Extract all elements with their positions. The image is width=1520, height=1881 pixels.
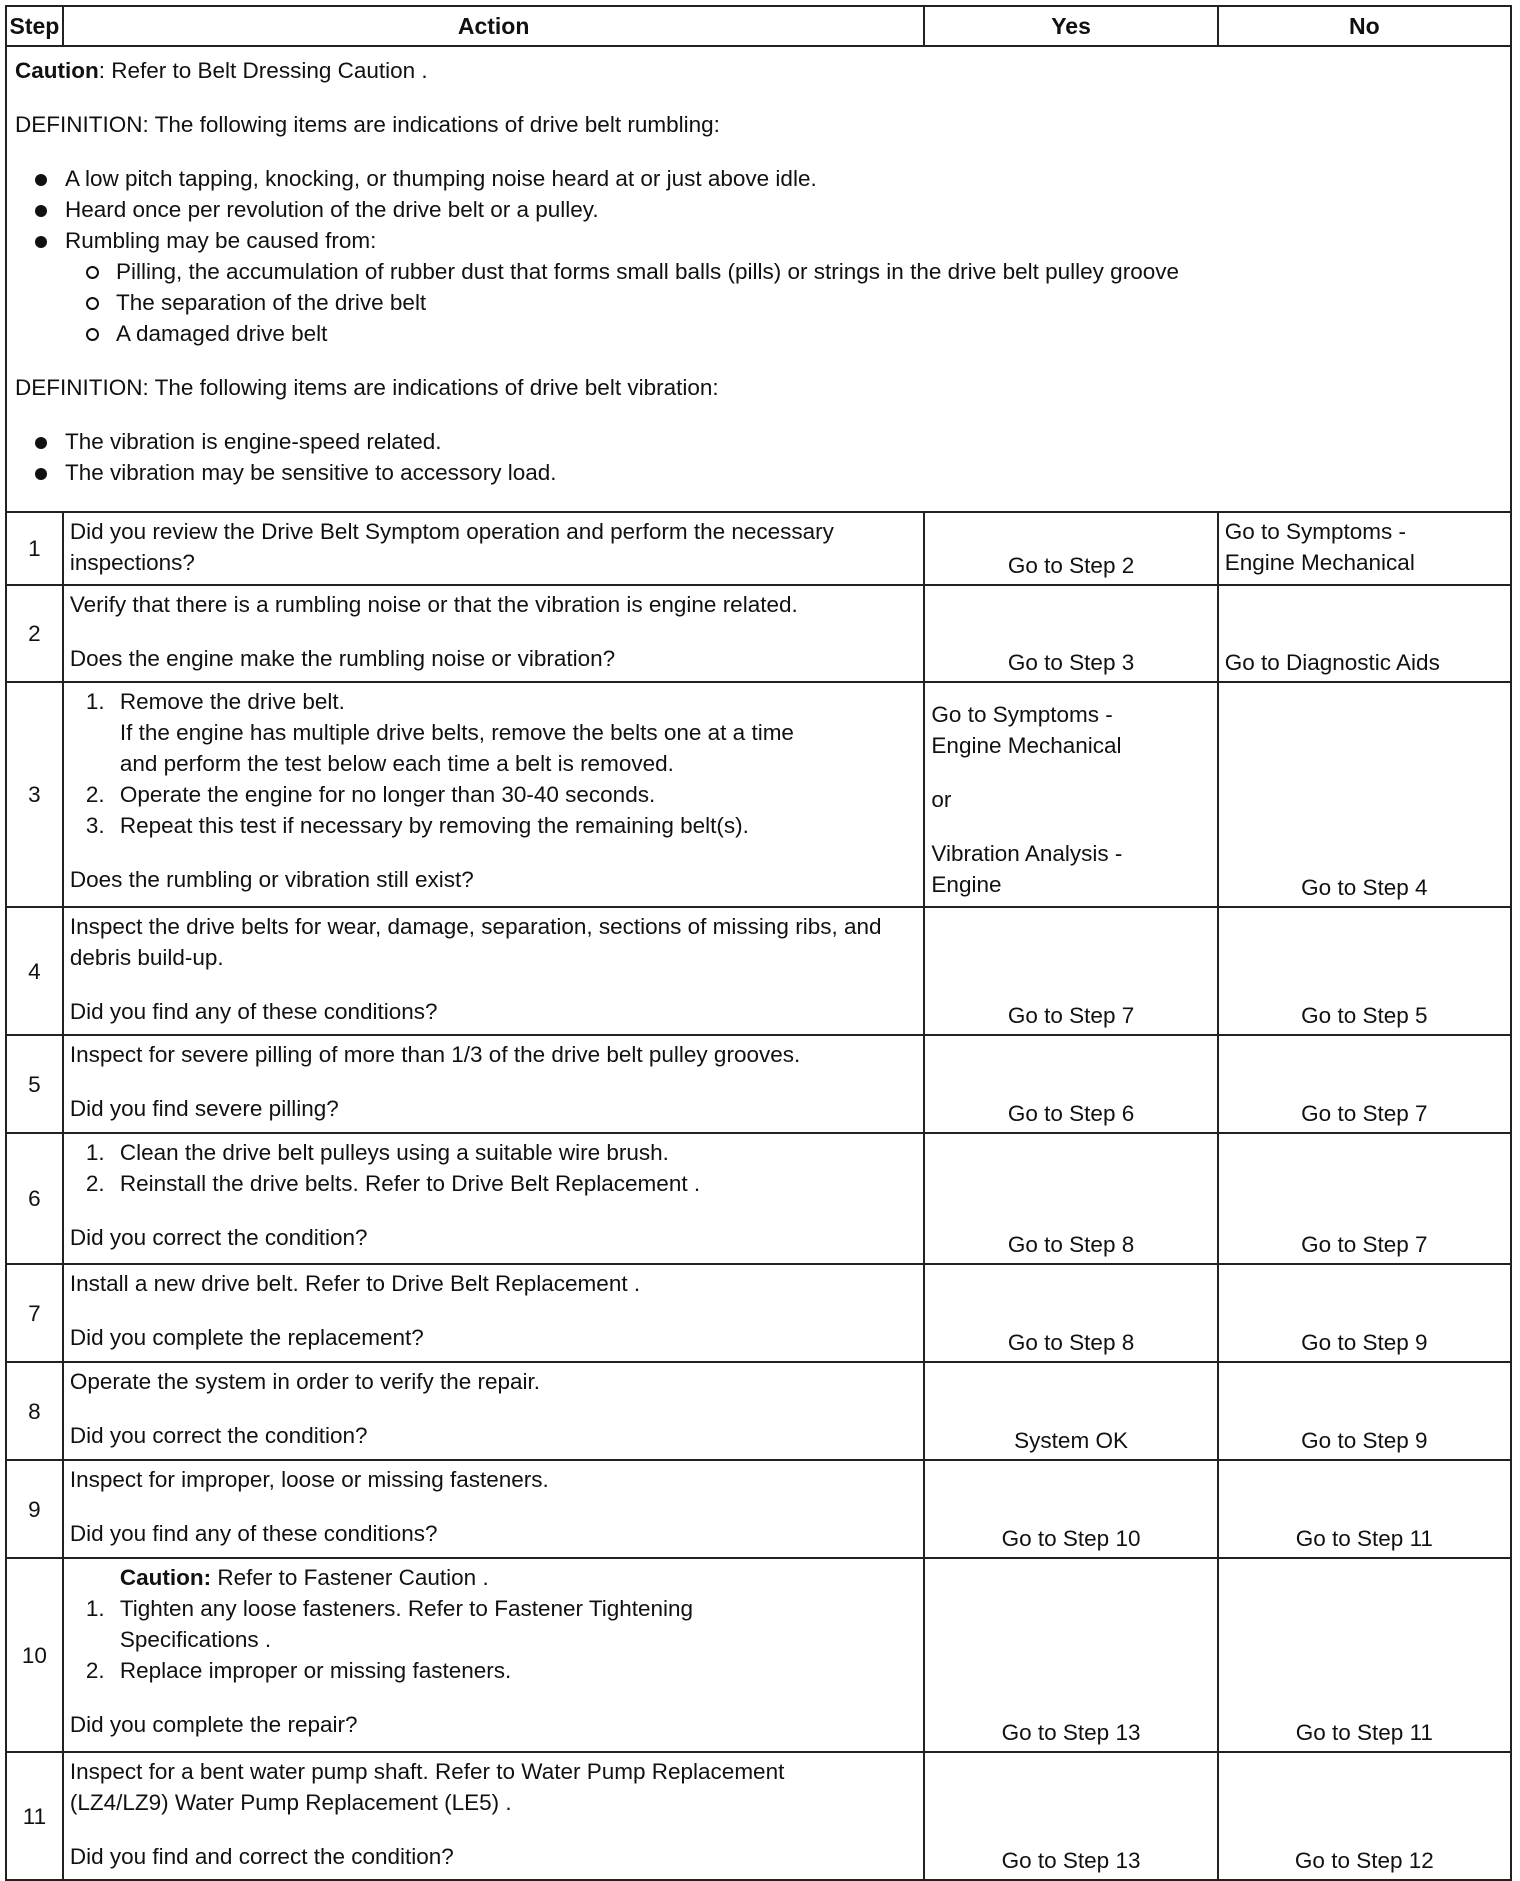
list-item: The separation of the drive belt — [15, 287, 1502, 318]
step-action — [63, 1362, 925, 1460]
intro-cell — [6, 46, 1511, 512]
header-step: Step — [6, 6, 63, 46]
step-action — [63, 1035, 925, 1133]
step-number: 6 — [6, 1133, 63, 1264]
step-list — [70, 686, 918, 841]
table-row — [6, 512, 1511, 585]
step-list — [70, 1137, 918, 1199]
list-item: 2. Replace improper or missing fasteners. — [85, 1658, 512, 1683]
step-number: 9 — [6, 1460, 63, 1558]
list-item: Rumbling may be caused from: — [15, 225, 1502, 256]
step-yes-or: or — [931, 787, 952, 812]
step-question: Did you correct the condition? — [69, 1225, 368, 1250]
definition-rumbling: DEFINITION: The following items are indications of drive belt rumbling: — [15, 112, 720, 137]
table-row — [6, 1558, 1511, 1752]
step-caution — [70, 1562, 918, 1593]
step-action — [63, 1558, 925, 1752]
step-yes-line: Vibration Analysis - — [931, 841, 1123, 866]
step-action — [63, 1460, 925, 1558]
step-no: Go to Step 9 — [1218, 1362, 1511, 1460]
step-number: 2 — [6, 585, 63, 682]
list-item: The vibration is engine-speed related. — [15, 426, 1502, 457]
step-no: Go to Step 5 — [1218, 907, 1511, 1035]
step-yes: System OK — [924, 1362, 1217, 1460]
list-item: The vibration may be sensitive to accessory load. — [15, 457, 1502, 488]
step-number: 3 — [6, 682, 63, 907]
step-text: Inspect for severe pilling of more than 1/3 of the drive belt pulley grooves. — [69, 1042, 801, 1067]
step-number: 4 — [6, 907, 63, 1035]
list-item: 2. Reinstall the drive belts. Refer to Drive Belt Replacement . — [85, 1171, 701, 1196]
step-yes: Go to Step 2 — [924, 512, 1217, 585]
step-number: 5 — [6, 1035, 63, 1133]
step-yes: Go to Step 8 — [924, 1133, 1217, 1264]
step-number: 7 — [6, 1264, 63, 1362]
step-action — [63, 585, 925, 682]
table-row — [6, 1133, 1511, 1264]
header-action: Action — [63, 6, 925, 46]
step-number: 8 — [6, 1362, 63, 1460]
step-no: Go to Step 11 — [1218, 1558, 1511, 1752]
step-text: (LZ4/LZ9) Water Pump Replacement (LE5) . — [69, 1790, 512, 1815]
step-yes-line: Go to Symptoms - — [931, 702, 1113, 727]
step-yes: Go to Step 7 — [924, 907, 1217, 1035]
step-yes: Go to Step 3 — [924, 585, 1217, 682]
table-row — [6, 1035, 1511, 1133]
step-number: 1 — [6, 512, 63, 585]
table-row — [6, 585, 1511, 682]
step-action: Did you review the Drive Belt Symptom operation and perform the necessary inspections? — [63, 512, 925, 585]
caution-label: Caution — [15, 58, 99, 83]
header-no: No — [1218, 6, 1511, 46]
step-no: Go to Step 11 — [1218, 1460, 1511, 1558]
table-header-row — [6, 6, 1511, 46]
step-no: Go to Step 12 — [1218, 1752, 1511, 1880]
table-row — [6, 1362, 1511, 1460]
step-question: Does the engine make the rumbling noise or vibration? — [69, 646, 616, 671]
diagnostic-table — [5, 5, 1512, 1881]
list-item: Heard once per revolution of the drive belt or a pulley. — [15, 194, 1502, 225]
step-question: Did you complete the replacement? — [69, 1325, 424, 1350]
step-question: Does the rumbling or vibration still exist? — [69, 867, 474, 892]
step-question: Did you find severe pilling? — [69, 1096, 339, 1121]
step-question: Did you complete the repair? — [69, 1712, 358, 1737]
table-row — [6, 1264, 1511, 1362]
caution-text: : Refer to Belt Dressing Caution . — [98, 58, 428, 83]
step-no — [1218, 512, 1511, 585]
table-row — [6, 682, 1511, 907]
list-item: A low pitch tapping, knocking, or thumping noise heard at or just above idle. — [15, 163, 1502, 194]
step-text: Inspect for improper, loose or missing fasteners. — [69, 1467, 549, 1492]
step-no-line: Engine Mechanical — [1224, 550, 1415, 575]
header-yes: Yes — [924, 6, 1217, 46]
step-yes-line: Engine — [931, 872, 1002, 897]
step-yes: Go to Step 13 — [924, 1558, 1217, 1752]
list-item: Pilling, the accumulation of rubber dust that forms small balls (pills) or strings in the drive belt pulley groove — [15, 256, 1502, 287]
list-item: 2. Operate the engine for no longer than 30-40 seconds. — [85, 782, 656, 807]
step-no: Go to Diagnostic Aids — [1218, 585, 1511, 682]
step-action — [63, 682, 925, 907]
step-no-line: Go to Symptoms - — [1224, 519, 1406, 544]
step-text: Operate the system in order to verify the repair. — [69, 1369, 541, 1394]
step-list — [70, 1593, 918, 1686]
step-number: 11 — [6, 1752, 63, 1880]
step-action — [63, 1264, 925, 1362]
step-question: Did you find any of these conditions? — [69, 1521, 438, 1546]
caution-line — [15, 55, 1502, 86]
step-yes — [924, 682, 1217, 907]
step-action — [63, 907, 925, 1035]
step-number: 10 — [6, 1558, 63, 1752]
vibration-list — [15, 426, 1502, 488]
table-row — [6, 1752, 1511, 1880]
table-row — [6, 907, 1511, 1035]
step-no: Go to Step 9 — [1218, 1264, 1511, 1362]
step-yes-line: Engine Mechanical — [931, 733, 1122, 758]
step-question: Did you correct the condition? — [69, 1423, 368, 1448]
step-no: Go to Step 4 — [1218, 682, 1511, 907]
step-no: Go to Step 7 — [1218, 1035, 1511, 1133]
intro-row — [6, 46, 1511, 512]
step-yes: Go to Step 13 — [924, 1752, 1217, 1880]
list-item: 3. Repeat this test if necessary by removing the remaining belt(s). — [85, 813, 749, 838]
step-caution-text: Refer to Fastener Caution . — [211, 1565, 489, 1590]
step-yes: Go to Step 8 — [924, 1264, 1217, 1362]
step-yes: Go to Step 10 — [924, 1460, 1217, 1558]
list-item: 1. Tighten any loose fasteners. Refer to Fastener Tightening Specifications . — [85, 1596, 694, 1652]
step-action — [63, 1133, 925, 1264]
definition-vibration: DEFINITION: The following items are indications of drive belt vibration: — [15, 375, 719, 400]
step-caution-label: Caution: — [119, 1565, 212, 1590]
list-item: A damaged drive belt — [15, 318, 1502, 349]
step-no: Go to Step 7 — [1218, 1133, 1511, 1264]
step-action — [63, 1752, 925, 1880]
rumbling-list — [15, 163, 1502, 349]
step-yes: Go to Step 6 — [924, 1035, 1217, 1133]
step-question: Did you find any of these conditions? — [69, 999, 438, 1024]
step-text: Inspect for a bent water pump shaft. Refer to Water Pump Replacement — [69, 1759, 785, 1784]
step-text: Inspect the drive belts for wear, damage, separation, sections of missing ribs, and debris build-up. — [69, 914, 882, 970]
table-row — [6, 1460, 1511, 1558]
step-question: Did you find and correct the condition? — [69, 1844, 454, 1869]
diagnostic-page — [5, 5, 1512, 1881]
list-item: 1. Clean the drive belt pulleys using a suitable wire brush. — [85, 1140, 669, 1165]
step-text: Install a new drive belt. Refer to Drive Belt Replacement . — [69, 1271, 641, 1296]
step-text: Verify that there is a rumbling noise or that the vibration is engine related. — [69, 592, 798, 617]
list-item: 1. Remove the drive belt. If the engine has multiple drive belts, remove the belts one at a time and perform the test below each time a belt is removed. — [85, 689, 794, 776]
